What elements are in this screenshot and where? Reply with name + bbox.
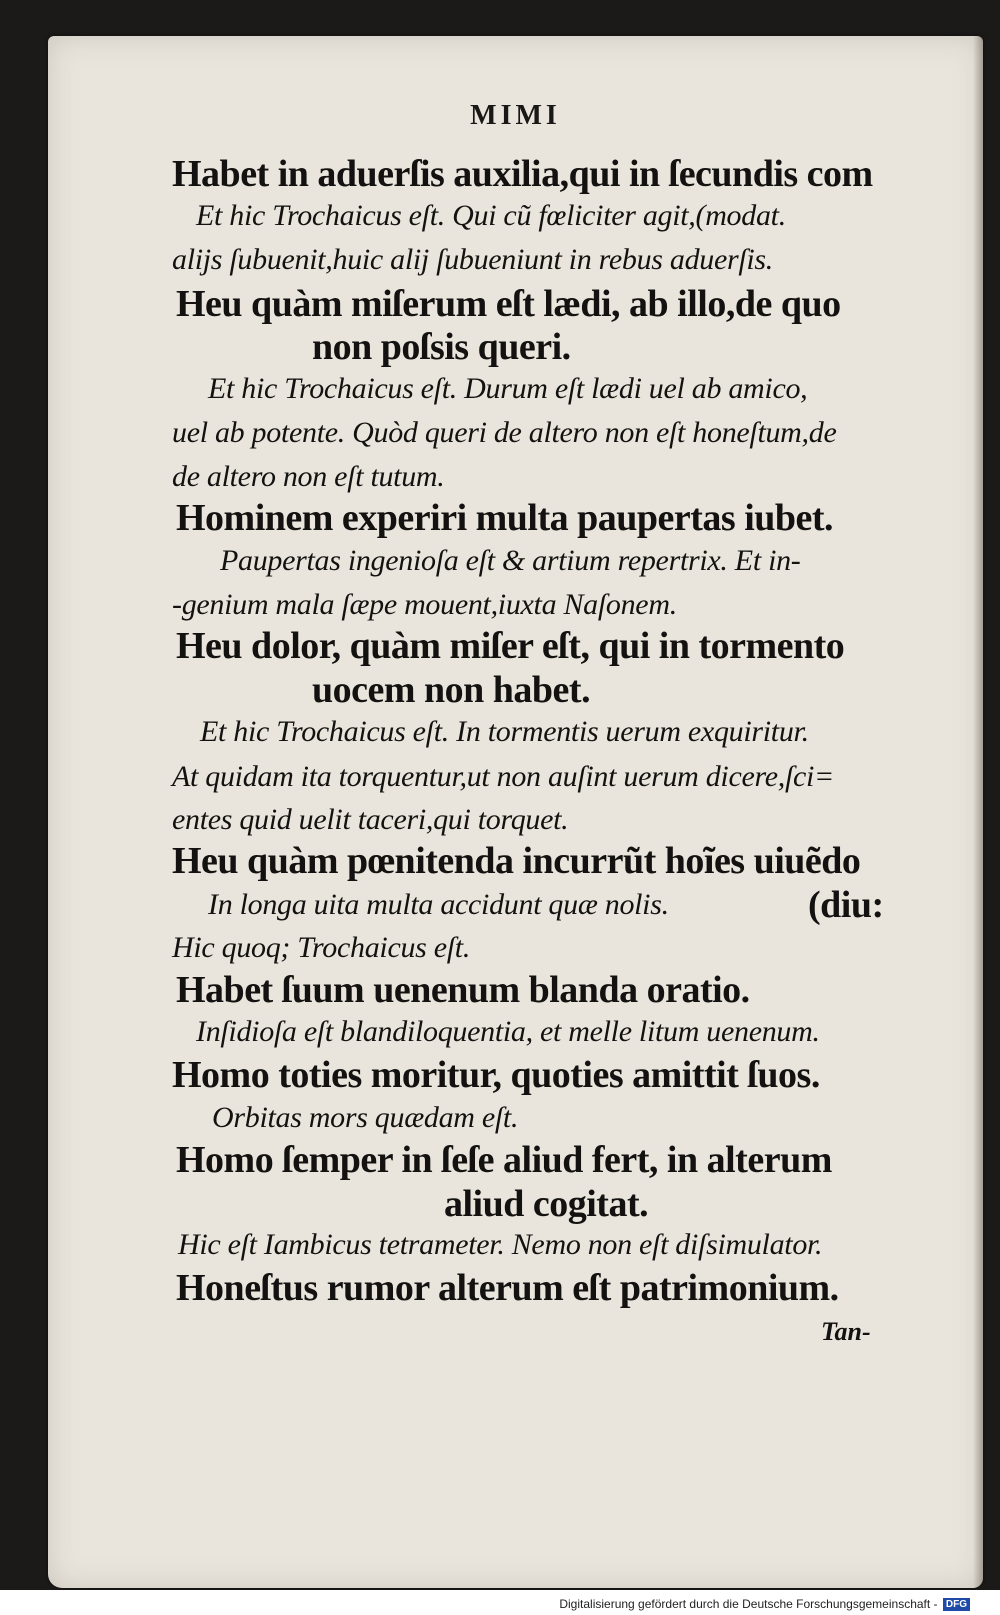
commentary-line: Inſidioſa eſt blandiloquentia, et melle litum uenenum. bbox=[196, 1015, 820, 1048]
commentary-line: Et hic Trochaicus eſt. Durum eſt lædi uel ab amico, bbox=[208, 372, 808, 405]
verse-line: Heu dolor, quàm miſer eſt, qui in tormento bbox=[176, 625, 845, 667]
verse-line-runover: (diu: bbox=[808, 884, 884, 926]
verse-line: Habet in aduerſis auxilia,qui in ſecundis com bbox=[172, 153, 873, 195]
commentary-line: Hic eſt Iambicus tetrameter. Nemo non eſt diſsimulator. bbox=[178, 1228, 823, 1261]
commentary-line: -genium mala ſæpe mouent,iuxta Naſonem. bbox=[172, 588, 677, 621]
verse-line: Hominem experiri multa paupertas iubet. bbox=[176, 497, 834, 539]
verse-line: Habet ſuum uenenum blanda oratio. bbox=[176, 969, 750, 1011]
dfg-logo: DFG bbox=[943, 1598, 970, 1611]
commentary-line: At quidam ita torquentur,ut non auſint uerum dicere,ſci= bbox=[172, 760, 834, 793]
commentary-line: Et hic Trochaicus eſt. In tormentis uerum exquiritur. bbox=[200, 715, 809, 748]
commentary-line: Paupertas ingenioſa eſt & artium repertrix. Et in- bbox=[220, 544, 801, 577]
verse-line: Homo ſemper in ſeſe aliud fert, in alterum bbox=[176, 1139, 832, 1181]
commentary-line: uel ab potente. Quòd queri de altero non eſt honeſtum,de bbox=[172, 416, 837, 449]
commentary-line: Et hic Trochaicus eſt. Qui cũ fœliciter agit,(modat. bbox=[196, 199, 786, 232]
running-header: MIMI bbox=[470, 100, 561, 131]
verse-line: aliud cogitat. bbox=[444, 1183, 649, 1225]
commentary-line: de altero non eſt tutum. bbox=[172, 460, 445, 493]
verse-line: Heu quàm pœnitenda incurrũt hoĩes uiuẽdo bbox=[172, 840, 861, 882]
commentary-line: Orbitas mors quædam eſt. bbox=[212, 1101, 519, 1134]
page-edge-shadow bbox=[973, 36, 983, 1588]
commentary-line: Hic quoq; Trochaicus eſt. bbox=[172, 931, 471, 964]
commentary-line: entes quid uelit taceri,qui torquet. bbox=[172, 803, 569, 836]
book-page bbox=[48, 36, 983, 1588]
commentary-line: alijs ſubuenit,huic alij ſubueniunt in rebus aduerſis. bbox=[172, 243, 773, 276]
verse-line: non poſsis queri. bbox=[312, 326, 571, 368]
verse-line: uocem non habet. bbox=[312, 669, 591, 711]
verse-line: Honeſtus rumor alterum eſt patrimonium. bbox=[176, 1267, 839, 1309]
commentary-line: In longa uita multa accidunt quæ nolis. bbox=[208, 888, 669, 921]
verse-line: Heu quàm miſerum eſt lædi, ab illo,de quo bbox=[176, 283, 841, 325]
catchword: Tan- bbox=[821, 1317, 871, 1346]
verse-line: Homo toties moritur, quoties amittit ſuos. bbox=[172, 1054, 820, 1096]
digitization-credit bbox=[559, 1597, 970, 1611]
credit-text: Digitalisierung gefördert durch die Deutsche Forschungsgemeinschaft - bbox=[559, 1597, 938, 1611]
